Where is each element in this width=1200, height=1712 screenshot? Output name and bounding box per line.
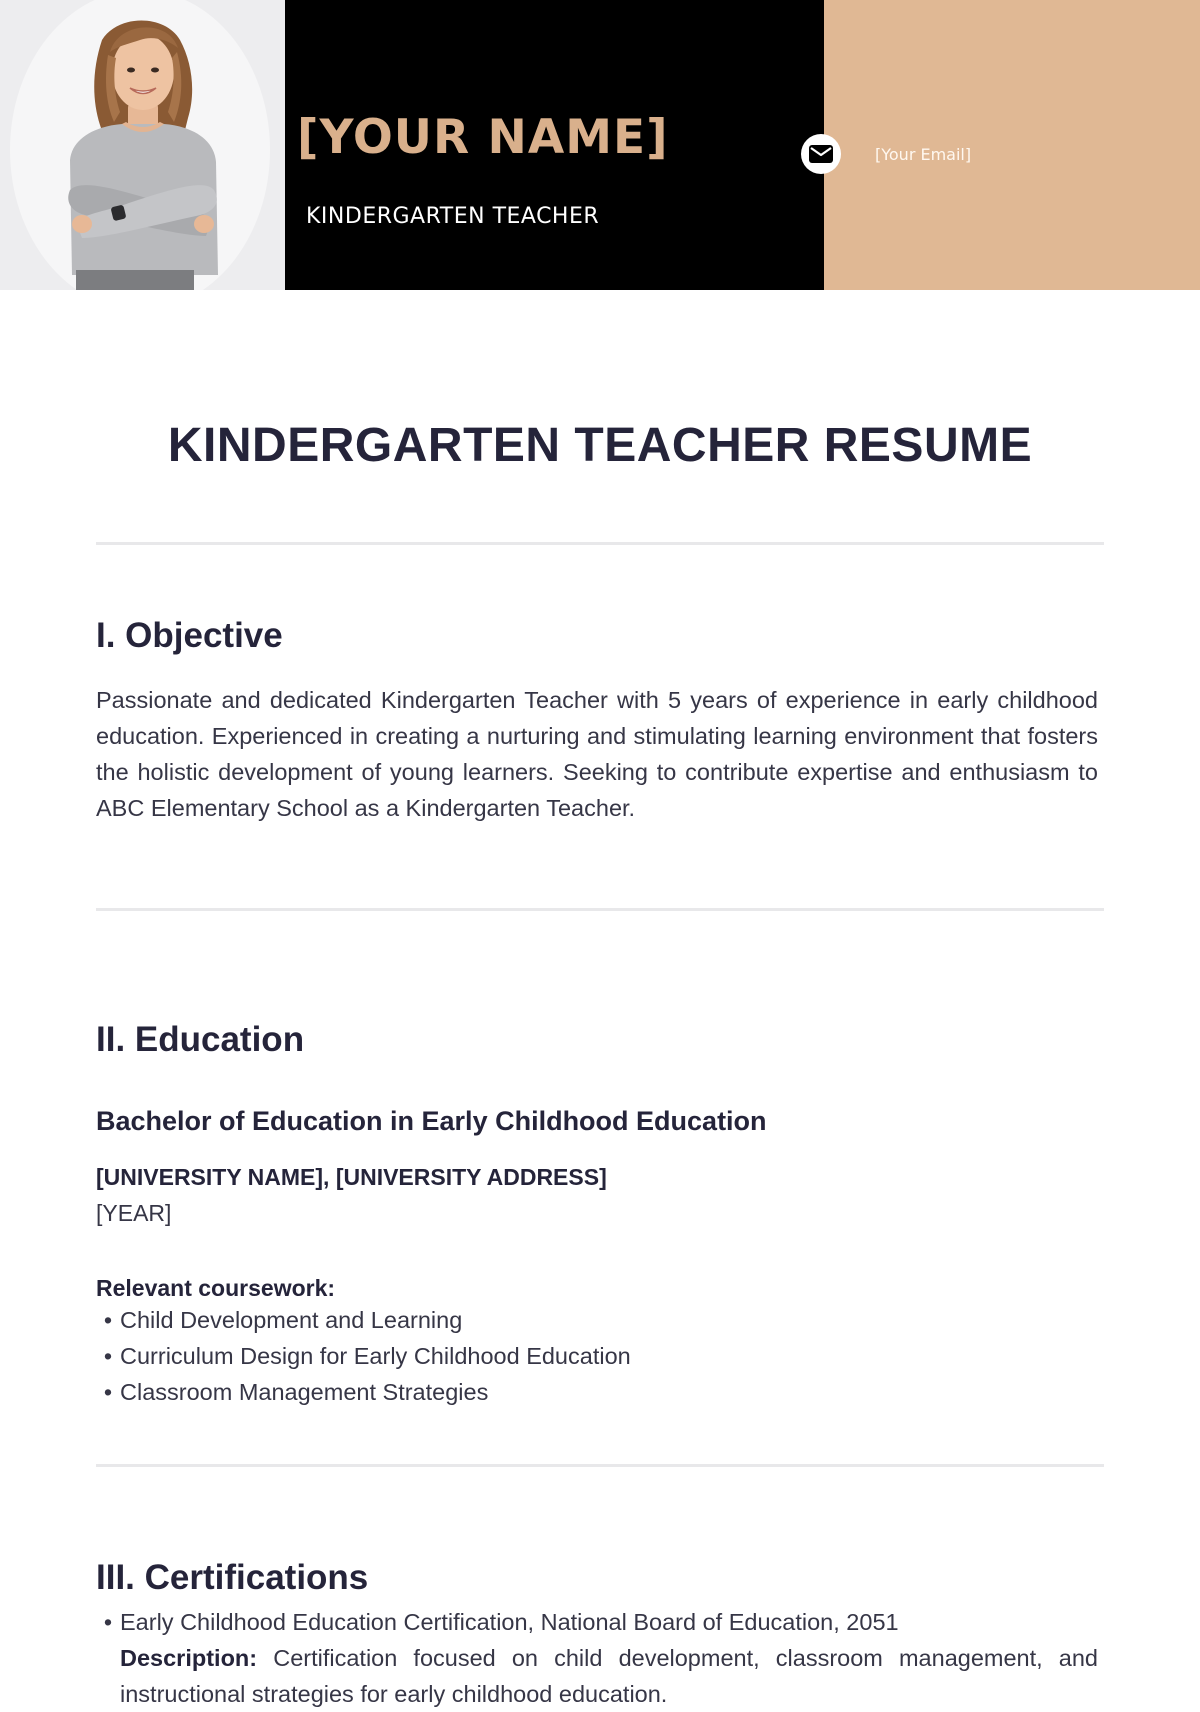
coursework-label: Relevant coursework: bbox=[96, 1275, 336, 1301]
description-label: Description: bbox=[120, 1645, 258, 1671]
certification-title: Early Childhood Education Certification, National Board of Education, 2051 bbox=[120, 1609, 899, 1635]
certifications-list bbox=[96, 1604, 899, 1640]
bullet-icon: • bbox=[103, 1609, 113, 1635]
graduation-year: [YEAR] bbox=[96, 1200, 172, 1226]
coursework-item: Classroom Management Strategies bbox=[120, 1379, 489, 1405]
description-text: Certification focused on child development, classroom management, and instructional strategies for early childhood education. bbox=[120, 1645, 1098, 1707]
divider bbox=[96, 908, 1104, 911]
profile-photo bbox=[0, 0, 285, 290]
objective-text: Passionate and dedicated Kindergarten Teacher with 5 years of experience in early childhood education. Experienced in creating a nurturing and stimulating learning environment that fosters the holistic development of young learners. Seeking to contribute expertise and enthusiasm to ABC Elementary School as a Kindergarten Teacher. bbox=[96, 687, 1098, 821]
divider bbox=[96, 542, 1104, 545]
envelope-icon-glyph bbox=[809, 145, 833, 163]
bullet-icon: • bbox=[103, 1343, 113, 1369]
list-item bbox=[96, 1604, 899, 1640]
email-address: [Your Email] bbox=[875, 145, 972, 164]
profile-photo-illustration bbox=[0, 0, 285, 290]
list-item bbox=[96, 1302, 631, 1338]
divider bbox=[96, 1464, 1104, 1467]
bullet-icon: • bbox=[103, 1307, 113, 1333]
degree-title: Bachelor of Education in Early Childhood Education bbox=[96, 1106, 767, 1136]
coursework-item: Curriculum Design for Early Childhood Education bbox=[120, 1343, 631, 1369]
envelope-icon bbox=[801, 134, 841, 174]
resume-header bbox=[0, 0, 1200, 290]
coursework-list bbox=[96, 1302, 631, 1410]
coursework-item: Child Development and Learning bbox=[120, 1307, 463, 1333]
page-title: KINDERGARTEN TEACHER RESUME bbox=[167, 419, 1033, 472]
candidate-name: [YOUR NAME] bbox=[297, 110, 669, 165]
education-heading: II. Education bbox=[96, 1020, 305, 1059]
certification-description bbox=[120, 1640, 1098, 1712]
candidate-role: KINDERGARTEN TEACHER bbox=[306, 204, 600, 229]
list-item bbox=[96, 1338, 631, 1374]
certifications-heading: III. Certifications bbox=[96, 1558, 369, 1597]
list-item bbox=[96, 1374, 631, 1410]
bullet-icon: • bbox=[103, 1379, 113, 1405]
name-panel bbox=[285, 0, 824, 290]
institution-name: [UNIVERSITY NAME], [UNIVERSITY ADDRESS] bbox=[96, 1164, 607, 1190]
objective-heading: I. Objective bbox=[96, 616, 283, 655]
